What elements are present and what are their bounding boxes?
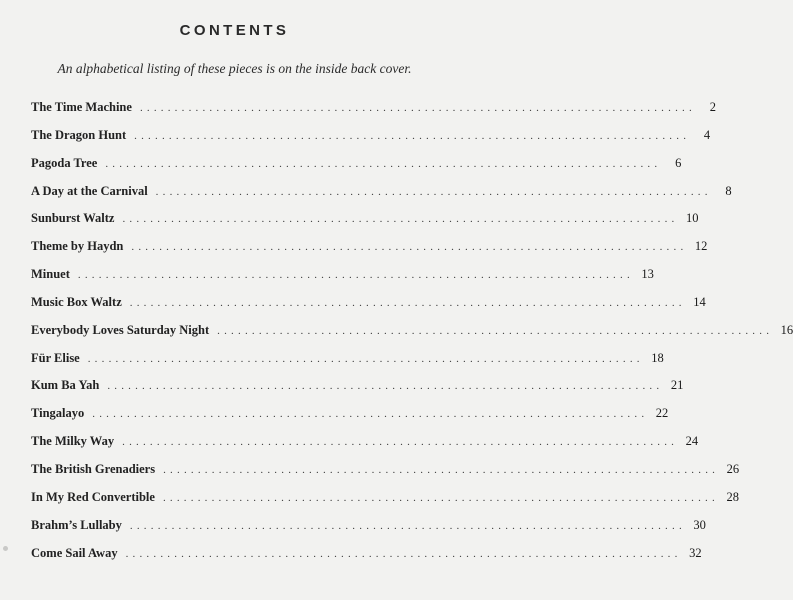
toc-entry — [31, 545, 702, 574]
toc-entry-title: Music Box Waltz — [31, 294, 122, 309]
toc-leader-dots: ................................................................................ — [162, 491, 719, 504]
toc-entry-page: 12 — [694, 239, 708, 254]
toc-entry-title: Pagoda Tree — [31, 155, 98, 170]
toc-entry-page: 10 — [685, 211, 699, 226]
toc-leader-dots: ................................................................................ — [122, 436, 679, 449]
toc-leader-dots: ................................................................................ — [87, 352, 644, 365]
toc-entry-page: 26 — [726, 461, 740, 476]
toc-entry-title: Minuet — [31, 267, 70, 282]
toc-entry-page: 6 — [675, 155, 682, 170]
toc-entry — [31, 406, 669, 434]
toc-leader-dots: ................................................................................ — [217, 324, 774, 337]
page-title: CONTENTS — [179, 22, 290, 39]
toc-entry-page: 32 — [689, 545, 702, 560]
toc-entry — [31, 100, 716, 128]
toc-entry — [31, 322, 793, 351]
table-of-contents — [31, 100, 793, 573]
toc-entry-page: 8 — [725, 183, 732, 198]
toc-entry — [31, 434, 699, 462]
toc-leader-dots: ................................................................................ — [129, 296, 686, 309]
toc-entry-page: 28 — [726, 489, 739, 504]
toc-entry — [31, 267, 654, 295]
toc-entry-title: Brahm’s Lullaby — [31, 517, 122, 532]
toc-entry-title: The Time Machine — [31, 100, 132, 114]
toc-entry — [31, 517, 706, 546]
toc-entry-title: Theme by Haydn — [31, 239, 124, 254]
toc-entry — [31, 294, 706, 323]
toc-entry-page: 16 — [780, 322, 793, 337]
toc-entry-title: A Day at the Carnival — [31, 183, 148, 198]
toc-leader-dots: ................................................................................ — [155, 185, 712, 198]
toc-entry — [31, 239, 708, 267]
toc-leader-dots: ................................................................................ — [163, 463, 720, 476]
toc-entry-page: 30 — [693, 517, 706, 532]
toc-entry-title: Tingalayo — [31, 406, 85, 421]
toc-leader-dots: ................................................................................ — [131, 241, 688, 254]
toc-entry — [31, 489, 739, 518]
toc-entry-page: 13 — [641, 267, 654, 282]
toc-leader-dots: ................................................................................ — [139, 102, 696, 114]
toc-entry — [31, 378, 684, 406]
toc-entry-title: In My Red Convertible — [31, 489, 155, 504]
toc-entry — [31, 211, 699, 239]
toc-entry-page: 18 — [651, 350, 664, 365]
toc-leader-dots: ................................................................................ — [107, 380, 664, 393]
toc-entry-title: Come Sail Away — [31, 545, 118, 560]
toc-leader-dots: ................................................................................ — [129, 519, 686, 532]
toc-entry-title: Sunburst Waltz — [31, 211, 115, 226]
toc-leader-dots: ................................................................................ — [92, 408, 649, 421]
toc-entry-page: 22 — [655, 406, 669, 421]
page-subtitle: An alphabetical listing of these pieces is on the inside back cover. — [57, 61, 412, 76]
toc-entry-title: The British Grenadiers — [31, 461, 156, 476]
toc-entry-title: The Milky Way — [31, 434, 115, 449]
toc-entry — [31, 183, 732, 212]
toc-leader-dots: ................................................................................ — [125, 547, 682, 560]
toc-entry-page: 24 — [685, 434, 699, 449]
toc-entry-title: Für Elise — [31, 350, 80, 365]
toc-entry-page: 14 — [693, 294, 706, 309]
toc-entry-title: Everybody Loves Saturday Night — [31, 322, 210, 337]
toc-entry-page: 4 — [703, 127, 711, 142]
scan-speck — [3, 546, 8, 551]
toc-entry-page: 21 — [670, 378, 684, 393]
toc-entry — [31, 350, 664, 379]
toc-leader-dots: ................................................................................ — [122, 213, 679, 226]
toc-entry-title: Kum Ba Yah — [31, 378, 100, 393]
toc-leader-dots: ................................................................................ — [105, 157, 662, 170]
toc-entry — [31, 155, 682, 184]
toc-leader-dots: ................................................................................ — [134, 129, 691, 142]
toc-entry-page: 2 — [709, 100, 716, 114]
toc-entry-title: The Dragon Hunt — [31, 127, 127, 142]
toc-leader-dots: ................................................................................ — [77, 269, 634, 282]
toc-entry — [31, 127, 711, 156]
toc-entry — [31, 461, 740, 490]
